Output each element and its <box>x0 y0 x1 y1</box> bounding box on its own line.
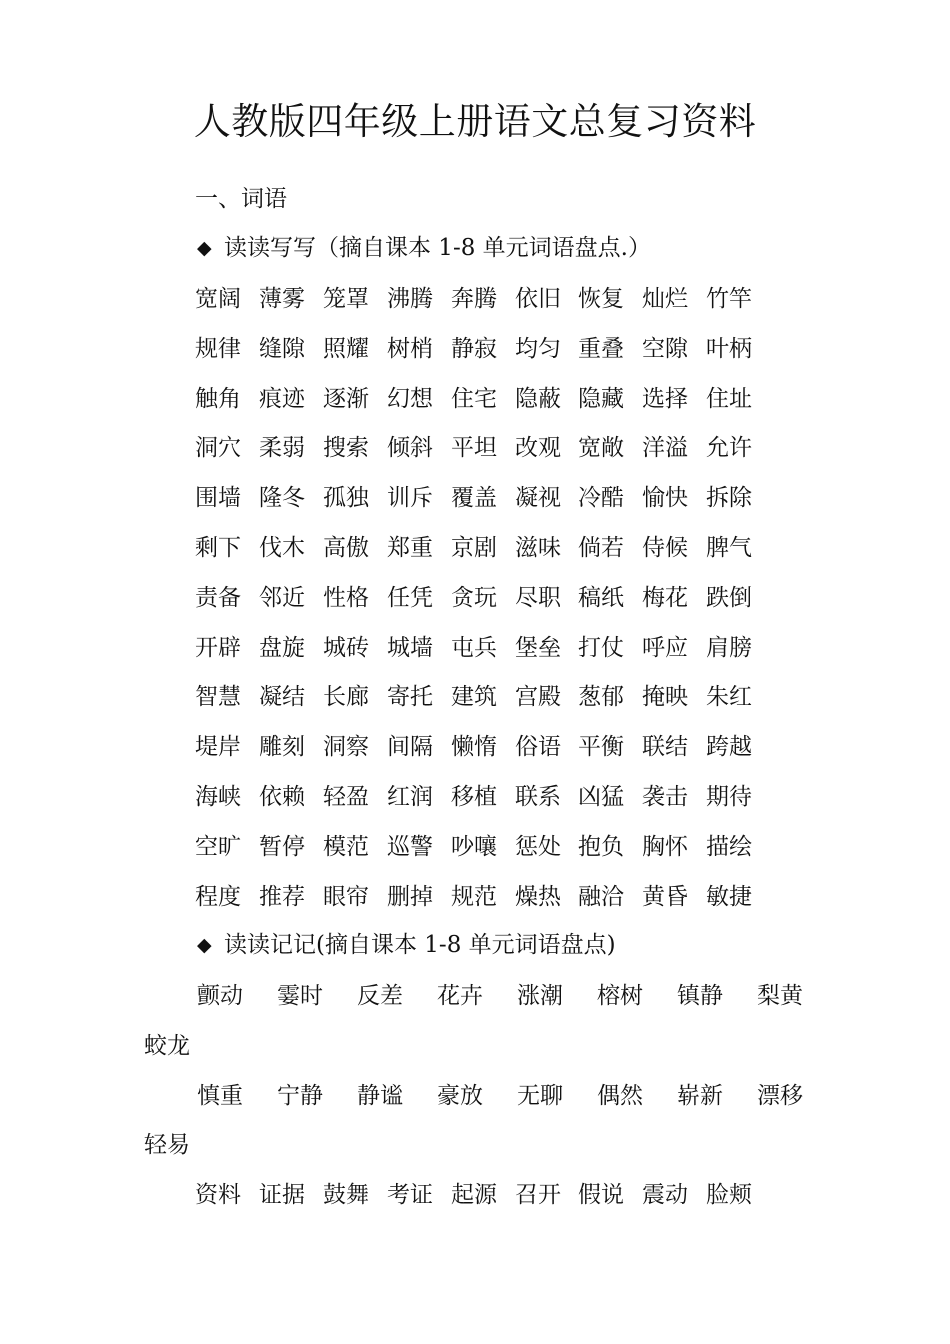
word-item: 围墙 <box>195 485 241 511</box>
word-item: 慎重 <box>197 1083 243 1109</box>
word-item: 俗语 <box>515 734 561 760</box>
word-item: 无聊 <box>517 1083 563 1109</box>
word-item: 缝隙 <box>259 336 305 362</box>
word-item: 责备 <box>195 585 241 611</box>
word-item: 空旷 <box>195 834 241 860</box>
word-item: 剩下 <box>195 535 241 561</box>
word-item: 任凭 <box>387 585 433 611</box>
word-item: 颤动 <box>197 983 243 1009</box>
word-item: 静谧 <box>357 1083 403 1109</box>
word-item: 伐木 <box>259 535 305 561</box>
word-item: 堡垒 <box>515 635 561 661</box>
word-item: 联系 <box>515 784 561 810</box>
word-item: 搜索 <box>323 435 369 461</box>
word-item: 愉快 <box>642 485 688 511</box>
document-title: 人教版四年级上册语文总复习资料 <box>193 100 757 143</box>
word-item: 改观 <box>515 435 561 461</box>
word-item: 薄雾 <box>259 286 305 312</box>
word-item: 脸颊 <box>706 1182 752 1208</box>
word-item: 凝结 <box>259 684 305 710</box>
word-item: 允许 <box>706 435 752 461</box>
word-item: 平坦 <box>451 435 497 461</box>
word-item: 宁静 <box>277 1083 323 1109</box>
word-item: 触角 <box>195 386 241 412</box>
word-item: 宽敞 <box>578 435 624 461</box>
word-item: 依赖 <box>259 784 305 810</box>
word-item: 郑重 <box>387 535 433 561</box>
word-item: 竹竿 <box>706 286 752 312</box>
word-item: 崭新 <box>677 1083 723 1109</box>
word-item: 规律 <box>195 336 241 362</box>
word-item: 侍候 <box>642 535 688 561</box>
word-item: 长廊 <box>323 684 369 710</box>
word-item: 洞察 <box>323 734 369 760</box>
read-remember-row-1-wrap: 蛟龙 <box>144 1033 190 1059</box>
word-item: 依旧 <box>515 286 561 312</box>
word-item: 期待 <box>706 784 752 810</box>
word-item: 考证 <box>387 1182 433 1208</box>
word-item: 移植 <box>451 784 497 810</box>
word-item: 寄托 <box>387 684 433 710</box>
word-item: 胸怀 <box>642 834 688 860</box>
word-item: 建筑 <box>451 684 497 710</box>
word-item: 惩处 <box>515 834 561 860</box>
word-item: 尽职 <box>515 585 561 611</box>
word-item: 肩膀 <box>706 635 752 661</box>
word-item: 性格 <box>323 585 369 611</box>
word-item: 平衡 <box>578 734 624 760</box>
word-item: 程度 <box>195 884 241 910</box>
word-item: 空隙 <box>642 336 688 362</box>
word-item: 脾气 <box>706 535 752 561</box>
word-item: 恢复 <box>578 286 624 312</box>
word-item: 吵嚷 <box>451 834 497 860</box>
word-item: 霎时 <box>277 983 323 1009</box>
word-item: 描绘 <box>706 834 752 860</box>
word-item: 暂停 <box>259 834 305 860</box>
word-item: 隐藏 <box>578 386 624 412</box>
word-item: 宽阔 <box>195 286 241 312</box>
word-item: 孤独 <box>323 485 369 511</box>
word-item: 起源 <box>451 1182 497 1208</box>
section-heading-words: 一、词语 <box>195 186 287 212</box>
word-item: 洋溢 <box>642 435 688 461</box>
word-item: 滋味 <box>515 535 561 561</box>
word-item: 冷酷 <box>578 485 624 511</box>
word-item: 逐渐 <box>323 386 369 412</box>
word-item: 资料 <box>195 1182 241 1208</box>
word-item: 反差 <box>357 983 403 1009</box>
word-item: 融洽 <box>578 884 624 910</box>
word-item: 照耀 <box>323 336 369 362</box>
word-item: 京剧 <box>451 535 497 561</box>
word-item: 假说 <box>578 1182 624 1208</box>
word-item: 树梢 <box>387 336 433 362</box>
word-item: 倘若 <box>578 535 624 561</box>
word-item: 证据 <box>259 1182 305 1208</box>
word-item: 均匀 <box>515 336 561 362</box>
word-item: 间隔 <box>387 734 433 760</box>
subheading-read-write-text: 读读写写（摘自课本 1-8 单元词语盘点.） <box>224 235 651 261</box>
word-item: 幻想 <box>387 386 433 412</box>
word-item: 规范 <box>451 884 497 910</box>
word-item: 燥热 <box>515 884 561 910</box>
word-item: 眼帘 <box>323 884 369 910</box>
word-item: 拆除 <box>706 485 752 511</box>
read-remember-row-2-wrap: 轻易 <box>144 1132 190 1158</box>
word-item: 贪玩 <box>451 585 497 611</box>
word-item: 删掉 <box>387 884 433 910</box>
subheading-read-remember-text: 读读记记(摘自课本 1-8 单元词语盘点) <box>224 932 616 958</box>
word-item: 袭击 <box>642 784 688 810</box>
word-item: 宫殿 <box>515 684 561 710</box>
word-item: 呼应 <box>642 635 688 661</box>
word-item: 涨潮 <box>517 983 563 1009</box>
diamond-bullet-icon: ◆ <box>197 237 212 259</box>
word-item: 训斥 <box>387 485 433 511</box>
word-item: 凶猛 <box>578 784 624 810</box>
word-item: 镇静 <box>677 983 723 1009</box>
word-item: 隆冬 <box>259 485 305 511</box>
word-item: 柔弱 <box>259 435 305 461</box>
word-item: 雕刻 <box>259 734 305 760</box>
word-item: 跨越 <box>706 734 752 760</box>
word-item: 笼罩 <box>323 286 369 312</box>
word-item: 洞穴 <box>195 435 241 461</box>
word-item: 花卉 <box>437 983 483 1009</box>
word-item: 掩映 <box>642 684 688 710</box>
word-item: 偶然 <box>597 1083 643 1109</box>
word-item: 凝视 <box>515 485 561 511</box>
word-item: 震动 <box>642 1182 688 1208</box>
subheading-read-remember <box>197 929 616 961</box>
word-item: 跌倒 <box>706 585 752 611</box>
word-item: 痕迹 <box>259 386 305 412</box>
word-item: 梅花 <box>642 585 688 611</box>
word-item: 漂移 <box>757 1083 803 1109</box>
word-item: 巡警 <box>387 834 433 860</box>
word-item: 梨黄 <box>757 983 803 1009</box>
word-item: 倾斜 <box>387 435 433 461</box>
word-item: 朱红 <box>706 684 752 710</box>
word-item: 静寂 <box>451 336 497 362</box>
word-item: 推荐 <box>259 884 305 910</box>
word-item: 重叠 <box>578 336 624 362</box>
word-item: 隐蔽 <box>515 386 561 412</box>
word-item: 抱负 <box>578 834 624 860</box>
word-item: 开辟 <box>195 635 241 661</box>
word-item: 懒惰 <box>451 734 497 760</box>
word-item: 海峡 <box>195 784 241 810</box>
word-item: 沸腾 <box>387 286 433 312</box>
word-item: 城墙 <box>387 635 433 661</box>
word-item: 高傲 <box>323 535 369 561</box>
word-item: 智慧 <box>195 684 241 710</box>
word-item: 奔腾 <box>451 286 497 312</box>
word-item: 打仗 <box>578 635 624 661</box>
word-item: 住址 <box>706 386 752 412</box>
subheading-read-write <box>197 232 651 264</box>
word-item: 邻近 <box>259 585 305 611</box>
word-item: 城砖 <box>323 635 369 661</box>
word-item: 住宅 <box>451 386 497 412</box>
word-item: 灿烂 <box>642 286 688 312</box>
word-item: 敏捷 <box>706 884 752 910</box>
word-item: 联结 <box>642 734 688 760</box>
word-item: 选择 <box>642 386 688 412</box>
word-item: 黄昏 <box>642 884 688 910</box>
word-item: 屯兵 <box>451 635 497 661</box>
word-item: 盘旋 <box>259 635 305 661</box>
word-item: 红润 <box>387 784 433 810</box>
word-item: 轻盈 <box>323 784 369 810</box>
word-item: 葱郁 <box>578 684 624 710</box>
word-item: 堤岸 <box>195 734 241 760</box>
word-item: 榕树 <box>597 983 643 1009</box>
word-item: 鼓舞 <box>323 1182 369 1208</box>
word-item: 叶柄 <box>706 336 752 362</box>
word-item: 召开 <box>515 1182 561 1208</box>
word-item: 稿纸 <box>578 585 624 611</box>
diamond-bullet-icon: ◆ <box>197 934 212 956</box>
word-item: 覆盖 <box>451 485 497 511</box>
word-item: 模范 <box>323 834 369 860</box>
word-item: 豪放 <box>437 1083 483 1109</box>
